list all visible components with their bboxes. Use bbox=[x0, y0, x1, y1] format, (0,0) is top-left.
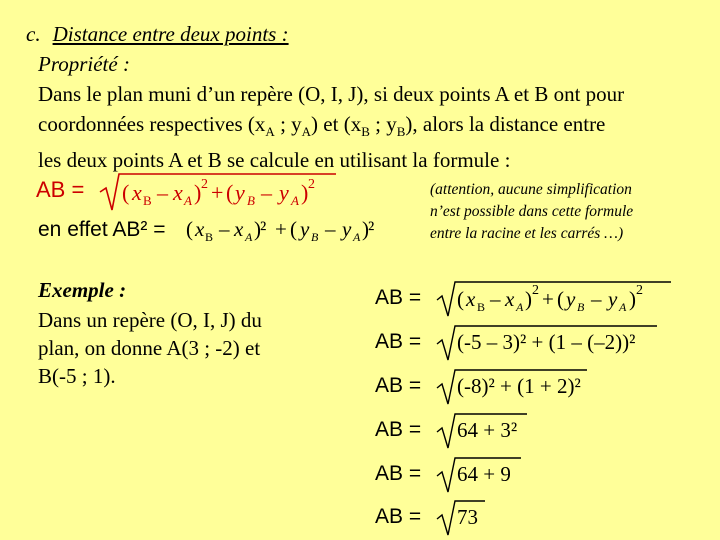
svg-text:(: ( bbox=[457, 287, 464, 311]
svg-text:A: A bbox=[353, 230, 361, 244]
svg-text:B: B bbox=[205, 230, 214, 244]
svg-text:x: x bbox=[505, 287, 515, 311]
svg-text:): ) bbox=[194, 180, 202, 205]
svg-text:–: – bbox=[591, 287, 602, 311]
svg-text:²: ² bbox=[368, 217, 375, 241]
svg-text:–: – bbox=[261, 180, 272, 205]
section-title: Distance entre deux points : bbox=[52, 22, 289, 46]
step-6-radicand: 73 bbox=[457, 505, 478, 529]
property-paragraph bbox=[38, 80, 624, 176]
section-number: c. bbox=[26, 22, 41, 46]
step-5 bbox=[375, 452, 555, 494]
svg-text:AB =: AB = bbox=[375, 462, 422, 485]
svg-text:A: A bbox=[184, 193, 192, 208]
svg-text:B: B bbox=[143, 193, 152, 208]
note-line-2: n’est possible dans cette formule bbox=[430, 203, 634, 220]
svg-text:): ) bbox=[525, 287, 532, 311]
svg-text:AB =: AB = bbox=[375, 374, 422, 397]
svg-text:AB =: AB = bbox=[375, 505, 422, 528]
svg-text:x: x bbox=[234, 217, 244, 241]
formula-lhs: AB = bbox=[36, 177, 85, 202]
svg-text:x: x bbox=[466, 287, 476, 311]
svg-text:(: ( bbox=[290, 217, 297, 241]
property-label: Propriété : bbox=[38, 52, 130, 76]
svg-text:y: y bbox=[279, 180, 289, 205]
svg-text:(: ( bbox=[557, 287, 564, 311]
svg-text:(: ( bbox=[226, 180, 234, 205]
svg-text:x: x bbox=[132, 180, 142, 205]
svg-text:): ) bbox=[254, 217, 261, 241]
effet-formula bbox=[38, 212, 408, 248]
step-2-radicand: (-5 – 3)² + (1 – (–2))² bbox=[457, 330, 636, 354]
svg-text:y: y bbox=[608, 287, 618, 311]
step-3 bbox=[375, 364, 615, 406]
example-line-1: Dans un repère (O, I, J) du bbox=[38, 308, 262, 332]
property-line-2: coordonnées respectives ($x_A$ ; $y_A$) et ($x_B$ ; $y_B$), alors la distance entre bbox=[38, 111, 606, 139]
svg-text:en effet AB² =: en effet AB² = bbox=[38, 218, 166, 241]
svg-text:B: B bbox=[577, 300, 585, 314]
svg-text:): ) bbox=[362, 217, 369, 241]
svg-text:y: y bbox=[566, 287, 576, 311]
step-1 bbox=[375, 276, 685, 318]
svg-text:x: x bbox=[173, 180, 183, 205]
svg-text:(: ( bbox=[122, 180, 130, 205]
example-text bbox=[38, 306, 262, 390]
property-line-3: les deux points A et B se calcule en utilisant la formule : bbox=[38, 148, 511, 173]
step-3-radicand: (-8)² + (1 + 2)² bbox=[457, 374, 581, 398]
svg-text:2: 2 bbox=[636, 283, 643, 298]
svg-text:(: ( bbox=[186, 217, 193, 241]
svg-text:–: – bbox=[490, 287, 501, 311]
example-line-3: B(-5 ; 1). bbox=[38, 364, 116, 388]
example-line-2: plan, on donne A(3 ; -2) et bbox=[38, 336, 261, 360]
svg-text:+: + bbox=[542, 287, 554, 311]
svg-text:x: x bbox=[195, 217, 205, 241]
warning-note bbox=[430, 179, 633, 245]
svg-text:): ) bbox=[629, 287, 636, 311]
distance-formula bbox=[36, 170, 346, 218]
svg-text:A: A bbox=[619, 300, 627, 314]
note-line-1: (attention, aucune simplification bbox=[430, 181, 632, 198]
svg-text:²: ² bbox=[260, 217, 267, 241]
example-title: Exemple : bbox=[38, 278, 127, 302]
svg-text:A: A bbox=[291, 193, 299, 208]
svg-text:y: y bbox=[342, 217, 352, 241]
property-line-1: Dans le plan muni d’un repère (O, I, J), si deux points A et B ont pour bbox=[38, 82, 625, 106]
svg-text:2: 2 bbox=[532, 283, 539, 298]
svg-text:–: – bbox=[219, 217, 230, 241]
svg-text:AB =: AB = bbox=[375, 330, 422, 353]
svg-text:B: B bbox=[477, 300, 486, 314]
step-4-radicand: 64 + 3² bbox=[457, 418, 518, 442]
svg-text:y: y bbox=[235, 180, 245, 205]
svg-text:2: 2 bbox=[308, 177, 315, 192]
svg-text:B: B bbox=[247, 193, 255, 208]
svg-text:AB =: AB = bbox=[375, 418, 422, 441]
svg-text:y: y bbox=[300, 217, 310, 241]
svg-text:): ) bbox=[301, 180, 309, 205]
step-2 bbox=[375, 320, 675, 362]
svg-text:A: A bbox=[245, 230, 253, 244]
note-line-3: entre la racine et les carrés …) bbox=[430, 225, 624, 242]
svg-text:AB =: AB = bbox=[375, 286, 422, 309]
svg-text:B: B bbox=[311, 230, 319, 244]
step-5-radicand: 64 + 9 bbox=[457, 462, 511, 486]
step-6 bbox=[375, 495, 535, 537]
svg-text:–: – bbox=[157, 180, 168, 205]
svg-text:+: + bbox=[275, 217, 287, 241]
svg-text:–: – bbox=[325, 217, 336, 241]
step-4 bbox=[375, 408, 555, 450]
svg-text:A: A bbox=[516, 300, 524, 314]
svg-text:2: 2 bbox=[201, 177, 208, 192]
section-heading bbox=[26, 22, 289, 47]
svg-text:+: + bbox=[211, 180, 224, 205]
